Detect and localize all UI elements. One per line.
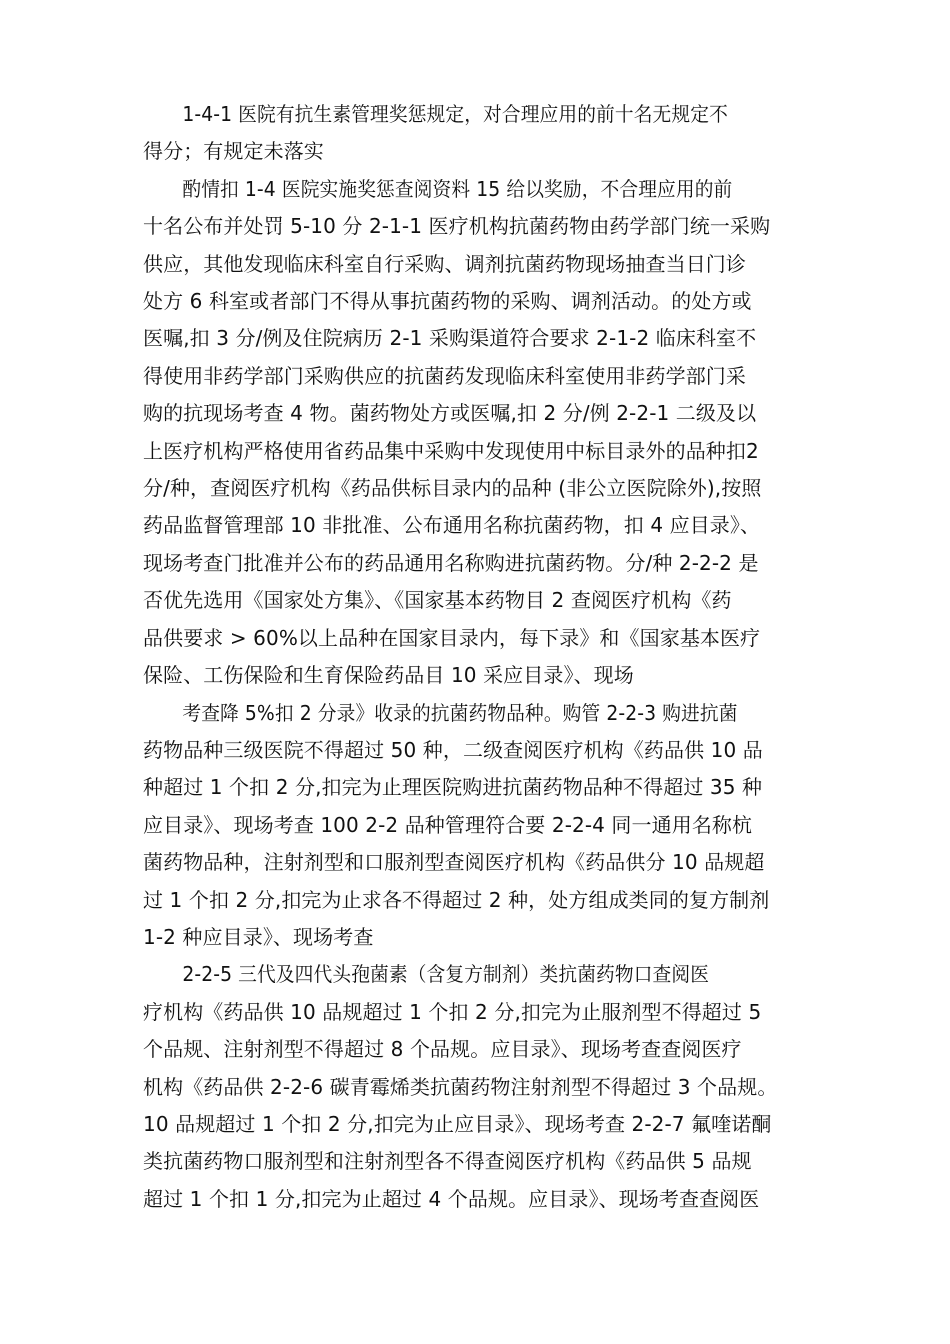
text-line: 1-2 种应目录》、现场考查 xyxy=(143,924,374,949)
paragraph xyxy=(143,956,811,1218)
paragraph xyxy=(143,695,811,957)
text-line: 现场考查门批准并公布的药品通用名称购进抗菌药物。分/种 2-2-2 是 xyxy=(143,550,759,575)
text-line: 2-2-5 三代及四代头孢菌素（含复方制剂）类抗菌药物口查阅医 xyxy=(182,962,710,987)
text-line: 种超过 1 个扣 2 分,扣完为止理医院购进抗菌药物品种不得超过 35 种 xyxy=(143,775,763,800)
paragraph xyxy=(143,96,811,171)
text-line: 药品监督管理部 10 非批准、公布通用名称抗菌药物，扣 4 应目录》、 xyxy=(143,513,761,538)
text-line: 菌药物品种，注射剂型和口服剂型查阅医疗机构《药品供分 10 品规超 xyxy=(143,850,765,875)
text-line: 药物品种三级医院不得超过 50 种，二级查阅医疗机构《药品供 10 品 xyxy=(143,737,763,762)
text-line: 超过 1 个扣 1 分,扣完为止超过 4 个品规。应目录》、现场考查查阅医 xyxy=(143,1186,760,1211)
text-line: 处方 6 科室或者部门不得从事抗菌药物的采购、调剂活动。的处方或 xyxy=(143,289,752,314)
document-body xyxy=(143,96,811,1218)
text-line: 类抗菌药物口服剂型和注射剂型各不得查阅医疗机构《药品供 5 品规 xyxy=(143,1149,752,1174)
text-line: 得分；有规定未落实 xyxy=(143,139,324,164)
text-line: 1-4-1 医院有抗生素管理奖惩规定，对合理应用的前十名无规定不 xyxy=(182,102,728,126)
paragraph xyxy=(143,171,811,695)
text-line: 供应，其他发现临床科室自行采购、调剂抗菌药物现场抽查当日门诊 xyxy=(143,251,746,276)
text-line: 过 1 个扣 2 分,扣完为止求各不得超过 2 种，处方组成类同的复方制剂 xyxy=(143,887,770,912)
text-line: 疗机构《药品供 10 品规超过 1 个扣 2 分,扣完为止服剂型不得超过 5 xyxy=(143,999,762,1024)
text-line: 保险、工伤保险和生育保险药品目 10 采应目录》、现场 xyxy=(143,663,634,688)
text-line: 上医疗机构严格使用省药品集中采购中发现使用中标目录外的品种扣2 xyxy=(143,438,759,463)
text-line: 分/种，查阅医疗机构《药品供标目录内的品种 (非公立医院除外),按照 xyxy=(143,476,762,501)
text-line: 医嘱,扣 3 分/例及住院病历 2-1 采购渠道符合要求 2-1-2 临床科室不 xyxy=(143,326,757,351)
text-line: 应目录》、现场考查 100 2-2 品种管理符合要 2-2-4 同一通用名称杭 xyxy=(143,812,753,837)
text-line: 考查降 5%扣 2 分录》收录的抗菌药物品种。购管 2-2-3 购进抗菌 xyxy=(182,700,738,725)
text-line: 购的抗现场考查 4 物。菌药物处方或医嘱,扣 2 分/例 2-2-1 二级及以 xyxy=(143,401,757,426)
text-line: 否优先选用《国家处方集》、《国家基本药物目 2 查阅医疗机构《药 xyxy=(143,588,732,613)
text-line: 酌情扣 1-4 医院实施奖惩查阅资料 15 给以奖励，不合理应用的前 xyxy=(182,176,733,201)
text-line: 品供要求 > 60%以上品种在国家目录内，每下录》和《国家基本医疗 xyxy=(143,625,761,650)
text-line: 机构《药品供 2-2-6 碳青霉烯类抗菌药物注射剂型不得超过 3 个品规。 xyxy=(143,1074,778,1099)
text-line: 十名公布并处罚 5-10 分 2-1-1 医疗机构抗菌药物由药学部门统一采购 xyxy=(143,214,771,239)
text-line: 个品规、注射剂型不得超过 8 个品规。应目录》、现场考查查阅医疗 xyxy=(143,1037,742,1062)
text-line: 10 品规超过 1 个扣 2 分,扣完为止应目录》、现场考查 2-2-7 氟喹诺酮 xyxy=(143,1111,772,1136)
text-line: 得使用非药学部门采购供应的抗菌药发现临床科室使用非药学部门采 xyxy=(143,363,746,388)
